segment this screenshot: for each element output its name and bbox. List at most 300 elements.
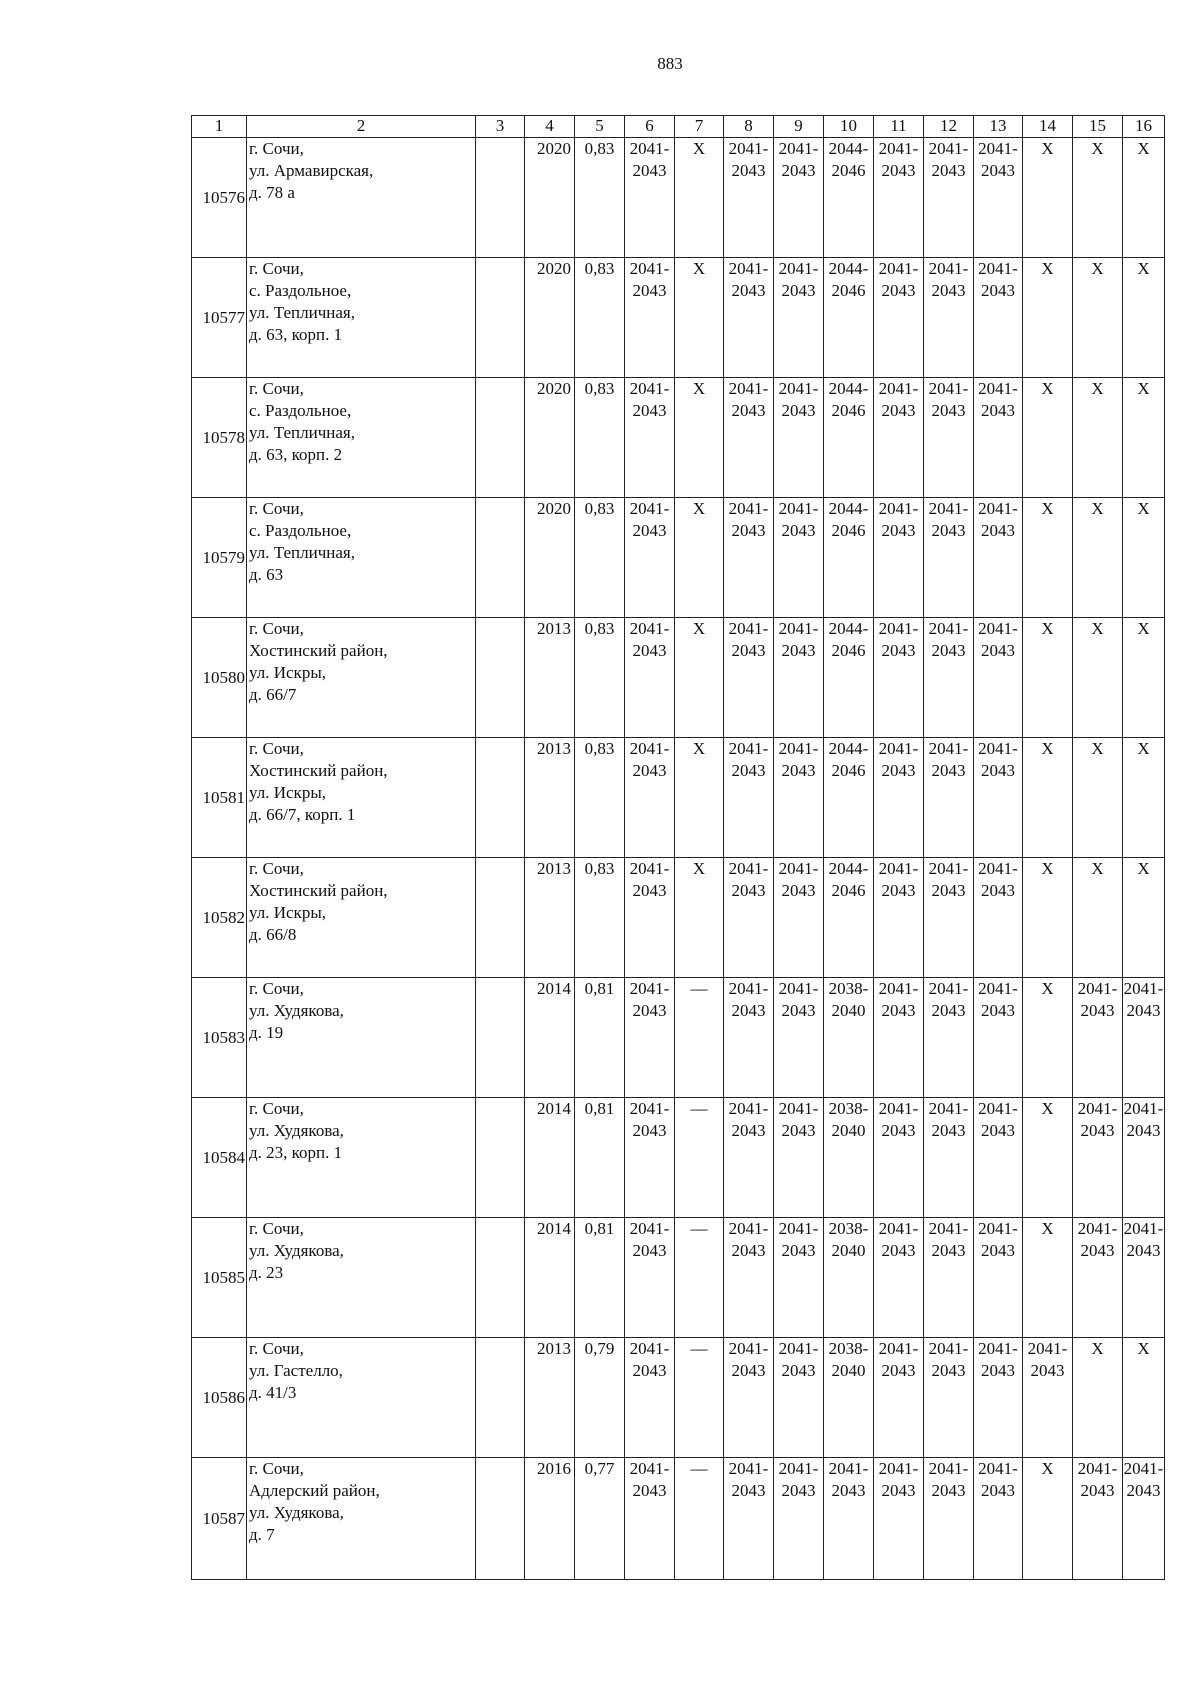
period-line: 2041- <box>978 739 1018 758</box>
column-number-header-row <box>192 116 1165 138</box>
table-row <box>192 138 1165 258</box>
period-line: 2041- <box>629 619 670 638</box>
cell-col-16: X <box>1123 1338 1165 1458</box>
address-cell <box>247 258 476 378</box>
period-line: 2041- <box>928 1339 969 1358</box>
cell-col-6 <box>625 378 675 498</box>
cell-col-9 <box>774 138 824 258</box>
table-row <box>192 1218 1165 1338</box>
table-row <box>192 618 1165 738</box>
period-line: 2043 <box>981 281 1015 300</box>
cell-col-10 <box>824 618 874 738</box>
period-line: 2043 <box>632 161 667 180</box>
cell-col-10 <box>824 1338 874 1458</box>
period-line: 2041- <box>978 1459 1018 1478</box>
cell-col-14: X <box>1023 738 1073 858</box>
cell-col-6 <box>625 978 675 1098</box>
cell-col-4: 2013 <box>525 618 575 738</box>
period-line: 2041- <box>978 979 1018 998</box>
period-line: 2043 <box>632 761 667 780</box>
period-line: 2043 <box>632 881 667 900</box>
cell-col-4: 2013 <box>525 858 575 978</box>
row-number: 10576 <box>192 138 247 258</box>
period-line: 2041- <box>878 619 919 638</box>
period-line: 2041- <box>978 259 1018 278</box>
column-header: 16 <box>1123 116 1165 138</box>
period-line: 2041- <box>928 379 969 398</box>
cell-col-12 <box>924 858 974 978</box>
period-line: 2043 <box>981 521 1015 540</box>
period-line: 2043 <box>781 1481 816 1500</box>
period-line: 2041- <box>878 259 919 278</box>
address-line: г. Сочи, <box>249 1459 304 1478</box>
cell-col-14: X <box>1023 258 1073 378</box>
address-line: г. Сочи, <box>249 739 304 758</box>
period-line: 2043 <box>981 401 1015 420</box>
period-line: 2043 <box>1126 1241 1161 1260</box>
cell-col-5: 0,83 <box>575 498 625 618</box>
period-line: 2043 <box>931 521 966 540</box>
period-line: 2043 <box>731 161 766 180</box>
cell-col-16: X <box>1123 378 1165 498</box>
address-line: г. Сочи, <box>249 499 304 518</box>
period-line: 2041- <box>629 979 670 998</box>
address-line: г. Сочи, <box>249 379 304 398</box>
period-line: 2041- <box>728 379 769 398</box>
cell-col-16: X <box>1123 738 1165 858</box>
period-line: 2046 <box>831 521 866 540</box>
address-line: Хостинский район, <box>249 641 388 660</box>
period-line: 2043 <box>781 881 816 900</box>
period-line: 2043 <box>881 521 916 540</box>
table-row <box>192 978 1165 1098</box>
cell-col-15: X <box>1073 258 1123 378</box>
period-line: 2043 <box>881 401 916 420</box>
period-line: 2043 <box>881 1361 916 1380</box>
address-cell <box>247 1218 476 1338</box>
cell-col-14: X <box>1023 498 1073 618</box>
period-line: 2041- <box>928 259 969 278</box>
address-line: г. Сочи, <box>249 979 304 998</box>
address-line: д. 63 <box>249 565 284 584</box>
period-line: 2046 <box>831 641 866 660</box>
address-line: д. 7 <box>249 1525 275 1544</box>
column-header: 8 <box>724 116 774 138</box>
cell-col-8 <box>724 618 774 738</box>
address-line: д. 63, корп. 1 <box>249 325 343 344</box>
cell-col-6 <box>625 258 675 378</box>
period-line: 2043 <box>781 1241 816 1260</box>
period-line: 2041- <box>1077 1459 1118 1478</box>
period-line: 2043 <box>881 1241 916 1260</box>
period-line: 2041- <box>878 379 919 398</box>
cell-col-8 <box>724 1338 774 1458</box>
cell-col-16: X <box>1123 618 1165 738</box>
column-header: 11 <box>874 116 924 138</box>
address-line: ул. Искры, <box>249 783 326 802</box>
period-line: 2044- <box>828 259 869 278</box>
cell-col-7: X <box>675 498 724 618</box>
cell-col-9 <box>774 978 824 1098</box>
cell-col-11 <box>874 1458 924 1580</box>
address-line: ул. Тепличная, <box>249 423 355 442</box>
cell-col-13 <box>974 378 1023 498</box>
period-line: 2041- <box>728 739 769 758</box>
address-cell <box>247 978 476 1098</box>
period-line: 2043 <box>981 761 1015 780</box>
row-number: 10586 <box>192 1338 247 1458</box>
address-line: ул. Армавирская, <box>249 161 374 180</box>
period-line: 2043 <box>1126 1121 1161 1140</box>
table-row <box>192 258 1165 378</box>
cell-col-13 <box>974 858 1023 978</box>
period-line: 2043 <box>781 161 816 180</box>
dash-mark: — <box>690 979 708 998</box>
period-line: 2043 <box>1080 1481 1115 1500</box>
cell-col-14: X <box>1023 858 1073 978</box>
table-row <box>192 1098 1165 1218</box>
period-line: 2043 <box>632 641 667 660</box>
cell-col-11 <box>874 498 924 618</box>
period-line: 2038- <box>828 1099 869 1118</box>
period-line: 2041- <box>629 499 670 518</box>
cell-col-11 <box>874 258 924 378</box>
column-header: 2 <box>247 116 476 138</box>
period-line: 2041- <box>778 739 819 758</box>
period-line: 2040 <box>831 1121 866 1140</box>
cell-col-14 <box>1023 1338 1073 1458</box>
period-line: 2041- <box>1123 1459 1164 1478</box>
period-line: 2041- <box>928 1459 969 1478</box>
cell-col-12 <box>924 618 974 738</box>
period-line: 2041- <box>1077 979 1118 998</box>
period-line: 2044- <box>828 619 869 638</box>
cell-col-4: 2014 <box>525 978 575 1098</box>
cell-col-5: 0,81 <box>575 978 625 1098</box>
cell-col-15: X <box>1073 738 1123 858</box>
address-line: г. Сочи, <box>249 1339 304 1358</box>
cell-col-7 <box>675 1218 724 1338</box>
column-header: 1 <box>192 116 247 138</box>
cell-col-3 <box>476 1098 525 1218</box>
period-line: 2041- <box>878 1099 919 1118</box>
period-line: 2041- <box>878 739 919 758</box>
period-line: 2041- <box>778 619 819 638</box>
cell-col-8 <box>724 1098 774 1218</box>
cell-col-15 <box>1073 1458 1123 1580</box>
address-line: ул. Худякова, <box>249 1001 344 1020</box>
period-line: 2043 <box>731 1361 766 1380</box>
period-line: 2043 <box>981 1241 1015 1260</box>
cell-col-15 <box>1073 978 1123 1098</box>
cell-col-6 <box>625 1098 675 1218</box>
dash-mark: — <box>690 1219 708 1238</box>
period-line: 2043 <box>981 1001 1015 1020</box>
period-line: 2043 <box>981 1121 1015 1140</box>
period-line: 2043 <box>931 281 966 300</box>
period-line: 2043 <box>781 1121 816 1140</box>
address-cell <box>247 1338 476 1458</box>
period-line: 2041- <box>728 499 769 518</box>
period-line: 2040 <box>831 1361 866 1380</box>
row-number: 10579 <box>192 498 247 618</box>
cell-col-3 <box>476 738 525 858</box>
address-line: г. Сочи, <box>249 1219 304 1238</box>
dash-mark: — <box>690 1339 708 1358</box>
cell-col-12 <box>924 738 974 858</box>
cell-col-14: X <box>1023 138 1073 258</box>
address-line: д. 66/8 <box>249 925 297 944</box>
cell-col-13 <box>974 1218 1023 1338</box>
address-line: д. 41/3 <box>249 1383 297 1402</box>
period-line: 2043 <box>731 1241 766 1260</box>
address-line: д. 23, корп. 1 <box>249 1143 343 1162</box>
cell-col-4: 2016 <box>525 1458 575 1580</box>
address-cell <box>247 618 476 738</box>
cell-col-15: X <box>1073 498 1123 618</box>
period-line: 2041- <box>1123 1099 1164 1118</box>
period-line: 2041- <box>1123 979 1164 998</box>
period-line: 2043 <box>981 161 1015 180</box>
cell-col-16: X <box>1123 858 1165 978</box>
cell-col-6 <box>625 618 675 738</box>
period-line: 2041- <box>778 859 819 878</box>
cell-col-15: X <box>1073 378 1123 498</box>
dash-mark: — <box>690 1099 708 1118</box>
period-line: 2041- <box>778 979 819 998</box>
period-line: 2041- <box>629 859 670 878</box>
cell-col-5: 0,83 <box>575 858 625 978</box>
cell-col-4: 2013 <box>525 1338 575 1458</box>
address-line: д. 66/7, корп. 1 <box>249 805 356 824</box>
period-line: 2041- <box>778 1459 819 1478</box>
period-line: 2043 <box>931 1241 966 1260</box>
address-cell <box>247 1458 476 1580</box>
cell-col-5: 0,81 <box>575 1218 625 1338</box>
address-line: Адлерский район, <box>249 1481 380 1500</box>
cell-col-9 <box>774 498 824 618</box>
row-number: 10581 <box>192 738 247 858</box>
cell-col-9 <box>774 618 824 738</box>
cell-col-4: 2013 <box>525 738 575 858</box>
cell-col-7 <box>675 1338 724 1458</box>
period-line: 2041- <box>878 499 919 518</box>
cell-col-9 <box>774 1458 824 1580</box>
period-line: 2041- <box>778 1339 819 1358</box>
column-header: 13 <box>974 116 1023 138</box>
cell-col-3 <box>476 378 525 498</box>
period-line: 2043 <box>781 1001 816 1020</box>
period-line: 2043 <box>1080 1001 1115 1020</box>
cell-col-10 <box>824 1458 874 1580</box>
cell-col-15: X <box>1073 858 1123 978</box>
cell-col-7 <box>675 1458 724 1580</box>
period-line: 2041- <box>928 979 969 998</box>
period-line: 2041- <box>728 259 769 278</box>
row-number: 10580 <box>192 618 247 738</box>
period-line: 2041- <box>978 139 1018 158</box>
period-line: 2041- <box>878 979 919 998</box>
column-header: 9 <box>774 116 824 138</box>
cell-col-5: 0,83 <box>575 618 625 738</box>
period-line: 2043 <box>731 881 766 900</box>
cell-col-5: 0,81 <box>575 1098 625 1218</box>
dash-mark: — <box>690 1459 708 1478</box>
cell-col-8 <box>724 1218 774 1338</box>
cell-col-10 <box>824 378 874 498</box>
table-body <box>192 138 1165 1580</box>
cell-col-4: 2020 <box>525 378 575 498</box>
cell-col-7 <box>675 978 724 1098</box>
period-line: 2038- <box>828 1339 869 1358</box>
period-line: 2041- <box>778 259 819 278</box>
period-line: 2038- <box>828 979 869 998</box>
period-line: 2043 <box>632 1481 667 1500</box>
cell-col-3 <box>476 618 525 738</box>
cell-col-13 <box>974 498 1023 618</box>
period-line: 2041- <box>928 1099 969 1118</box>
cell-col-3 <box>476 978 525 1098</box>
cell-col-3 <box>476 1458 525 1580</box>
period-line: 2041- <box>928 139 969 158</box>
cell-col-3 <box>476 138 525 258</box>
cell-col-8 <box>724 858 774 978</box>
table-row <box>192 1338 1165 1458</box>
cell-col-4: 2020 <box>525 258 575 378</box>
cell-col-16: X <box>1123 258 1165 378</box>
address-line: с. Раздольное, <box>249 401 352 420</box>
cell-col-14: X <box>1023 618 1073 738</box>
period-line: 2043 <box>731 641 766 660</box>
period-line: 2043 <box>632 1361 667 1380</box>
cell-col-12 <box>924 1458 974 1580</box>
cell-col-7: X <box>675 138 724 258</box>
address-cell <box>247 498 476 618</box>
row-number: 10578 <box>192 378 247 498</box>
cell-col-14: X <box>1023 1098 1073 1218</box>
cell-col-9 <box>774 1338 824 1458</box>
address-line: д. 19 <box>249 1023 284 1042</box>
cell-col-8 <box>724 978 774 1098</box>
column-header: 14 <box>1023 116 1073 138</box>
cell-col-7: X <box>675 258 724 378</box>
cell-col-6 <box>625 1458 675 1580</box>
cell-col-10 <box>824 1098 874 1218</box>
cell-col-9 <box>774 858 824 978</box>
period-line: 2043 <box>731 401 766 420</box>
cell-col-11 <box>874 1218 924 1338</box>
period-line: 2041- <box>728 1099 769 1118</box>
period-line: 2041- <box>878 859 919 878</box>
cell-col-5: 0,83 <box>575 738 625 858</box>
table-row <box>192 1458 1165 1580</box>
period-line: 2044- <box>828 499 869 518</box>
period-line: 2041- <box>629 739 670 758</box>
cell-col-3 <box>476 858 525 978</box>
table-row <box>192 738 1165 858</box>
period-line: 2043 <box>632 1241 667 1260</box>
period-line: 2041- <box>978 619 1018 638</box>
address-line: ул. Худякова, <box>249 1503 344 1522</box>
period-line: 2041- <box>978 1339 1018 1358</box>
cell-col-16 <box>1123 1098 1165 1218</box>
cell-col-12 <box>924 498 974 618</box>
address-line: д. 23 <box>249 1263 284 1282</box>
period-line: 2043 <box>831 1481 866 1500</box>
period-line: 2043 <box>731 1121 766 1140</box>
period-line: 2041- <box>629 259 670 278</box>
cell-col-11 <box>874 618 924 738</box>
cell-col-10 <box>824 498 874 618</box>
period-line: 2041- <box>828 1459 869 1478</box>
period-line: 2043 <box>881 761 916 780</box>
period-line: 2041- <box>928 859 969 878</box>
cell-col-14: X <box>1023 1218 1073 1338</box>
cell-col-4: 2020 <box>525 138 575 258</box>
cell-col-12 <box>924 1098 974 1218</box>
cell-col-9 <box>774 1098 824 1218</box>
period-line: 2041- <box>728 1219 769 1238</box>
period-line: 2038- <box>828 1219 869 1238</box>
period-line: 2043 <box>981 1481 1015 1500</box>
cell-col-6 <box>625 1218 675 1338</box>
period-line: 2043 <box>931 1121 966 1140</box>
address-line: Хостинский район, <box>249 881 388 900</box>
cell-col-10 <box>824 258 874 378</box>
row-number: 10587 <box>192 1458 247 1580</box>
address-cell <box>247 138 476 258</box>
period-line: 2041- <box>629 1219 670 1238</box>
period-line: 2043 <box>931 161 966 180</box>
period-line: 2043 <box>731 761 766 780</box>
address-line: Хостинский район, <box>249 761 388 780</box>
cell-col-10 <box>824 138 874 258</box>
column-header: 15 <box>1073 116 1123 138</box>
cell-col-3 <box>476 1218 525 1338</box>
registry-table <box>191 115 1165 1580</box>
cell-col-7: X <box>675 618 724 738</box>
cell-col-9 <box>774 378 824 498</box>
page-number: 883 <box>657 54 683 73</box>
period-line: 2041- <box>629 139 670 158</box>
period-line: 2041- <box>728 1459 769 1478</box>
period-line: 2043 <box>981 1361 1015 1380</box>
cell-col-13 <box>974 138 1023 258</box>
cell-col-3 <box>476 498 525 618</box>
cell-col-10 <box>824 858 874 978</box>
cell-col-8 <box>724 498 774 618</box>
period-line: 2040 <box>831 1001 866 1020</box>
cell-col-8 <box>724 1458 774 1580</box>
period-line: 2041- <box>878 139 919 158</box>
cell-col-4: 2014 <box>525 1218 575 1338</box>
period-line: 2041- <box>1077 1099 1118 1118</box>
period-line: 2043 <box>731 281 766 300</box>
cell-col-13 <box>974 978 1023 1098</box>
cell-col-15 <box>1073 1218 1123 1338</box>
cell-col-6 <box>625 1338 675 1458</box>
cell-col-9 <box>774 738 824 858</box>
cell-col-11 <box>874 858 924 978</box>
cell-col-5: 0,83 <box>575 138 625 258</box>
address-line: с. Раздольное, <box>249 281 352 300</box>
cell-col-12 <box>924 1218 974 1338</box>
period-line: 2041- <box>728 979 769 998</box>
cell-col-16 <box>1123 1458 1165 1580</box>
period-line: 2043 <box>781 761 816 780</box>
cell-col-16: X <box>1123 138 1165 258</box>
cell-col-12 <box>924 258 974 378</box>
